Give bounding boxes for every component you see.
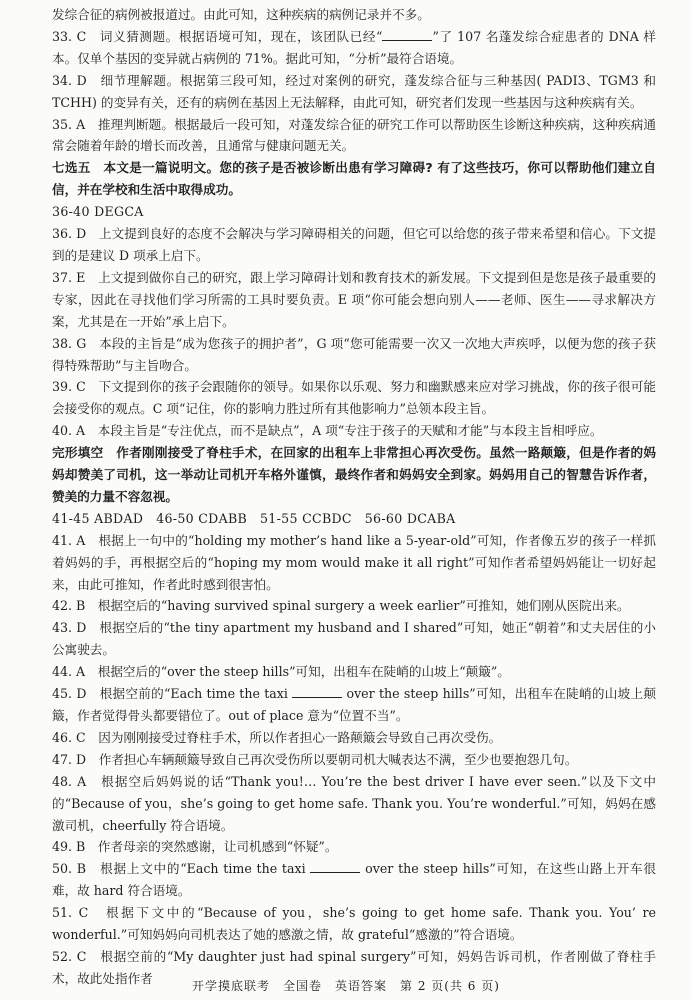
section-cloze: 完形填空 作者刚刚接受了脊柱手术，在回家的出租车上非常担心再次受伤。虽然一路颠簸，但是作者的妈妈却赞美了司机，这一举动让司机开车格外谨慎，最终作者和妈妈安全到家。妈妈用自己的智慧告诉作者，赞美的力量不容忽视。 [52,445,656,504]
answer-46: 46. C 因为刚刚接受过脊柱手术，所以作者担心一路颠簸会导致自己再次受伤。 [52,729,502,745]
answer-49: 49. B 作者母亲的突然感谢，让司机感到“怀疑”。 [52,839,338,855]
answer-40: 40. A 本段主旨是“专注优点，而不是缺点”，A 项“专注于孩子的天赋和才能”与本段主旨相呼应。 [52,423,603,439]
answer-51: 51. C 根据下文中的“Because of you，she’s going to get home safe. Thank you. You’ re wonderful.”可知妈妈向司机表达了她的感激之情，故 grateful“感激的”符合语境。 [52,905,656,943]
section-seven-choose-five: 七选五 本文是一篇说明文。您的孩子是否被诊断出患有学习障碍? 有了这些技巧，你可以帮助他们建立自信，并在学校和生活中取得成功。 [52,160,656,198]
paragraph-continued: 发综合征的病例被报道过。由此可知，这种疾病的病例记录并不多。 [52,7,430,22]
answer-50-text-b: over the steep hills”可知，在这些山路上开车很难，故 hard 符合语境。 [52,861,656,899]
fill-blank [292,685,342,698]
answer-key-36-40: 36-40 DEGCA [52,204,144,220]
answer-34: 34. D 细节理解题。根据第三段可知，经过对案例的研究，蓬发综合征与三种基因( PADI3、TGM3 和 TCHH) 的变异有关，还有的病例在基因上无法解释，由此可知，研究者们发现一些基因与这种疾病有关。 [52,72,656,110]
fill-blank [310,860,360,873]
answer-47: 47. D 作者担心车辆颠簸导致自己再次受伤所以要朝司机大喊表达不满，至少也要抱怨几句。 [52,751,578,767]
answer-45-text-b: over the steep hills”可知，出租车在陡峭的山坡上颠簸，作者觉得骨头都要错位了。out of place 意为“位置不当”。 [52,686,656,723]
answer-36: 36. D 上文提到良好的态度不会解决与学习障碍相关的问题，但它可以给您的孩子带来希望和信心。下文提到的是建议 D 项承上启下。 [52,226,656,263]
answer-38: 38. G 本段的主旨是“成为您孩子的拥护者”，G 项“您可能需要一次又一次地大声疾呼，以便为您的孩子获得特殊帮助”与主旨吻合。 [52,335,656,373]
fill-blank [382,28,432,41]
answer-43: 43. D 根据空后的“the tiny apartment my husband and I shared”可知，她正“朝着”和丈夫居住的小公寓驶去。 [52,620,656,658]
answer-37: 37. E 上文提到做你自己的研究，跟上学习障碍计划和教育技术的新发展。下文提到但是您是孩子最重要的专家，因此在寻找他们学习所需的工具时要负责。E 项“你可能会想向别人——老师、医生——寻求解决方案，尤其是在一开始”承上启下。 [52,269,656,329]
answer-44: 44. A 根据空后的“over the steep hills”可知，出租车在陡峭的山坡上“颠簸”。 [52,664,510,680]
answer-33-text-a: 33. C 词义猜测题。根据语境可知，现在，该团队已经“ [52,28,383,44]
answer-45 [52,683,656,727]
answer-50 [52,858,656,902]
page-footer: 开学摸底联考 全国卷 英语答案 第 2 页(共 6 页) [192,979,500,993]
answer-33-text-b: ”了 107 名蓬发综合症患者的 DNA 样本。仅单个基因的变异就占病例的 71%。据此可知，“分析”最符合语境。 [52,28,657,66]
answer-48: 48. A 根据空后妈妈说的话“Thank you!… You’re the best driver I have ever seen.”以及下文中的“Because of you，she’s going to get home safe. Thank you. You’re wonderful.”可知，妈妈在感激司机，cheerfully 符合语境。 [52,773,656,833]
answer-42: 42. B 根据空后的“having survived spinal surgery a week earlier”可推知，她们刚从医院出来。 [52,598,630,614]
answer-45-text-a: 45. D 根据空前的“Each time the taxi [52,686,293,702]
answer-33 [52,26,656,70]
answer-39: 39. C 下文提到你的孩子会跟随你的领导。如果你以乐观、努力和幽默感来应对学习挑战，你的孩子很可能会接受你的观点。C 项“记住，你的影响力胜过所有其他影响力”总领本段主旨。 [52,379,656,417]
answer-35: 35. A 推理判断题。根据最后一段可知，对蓬发综合征的研究工作可以帮助医生诊断这种疾病，这种疾病通常会随着年龄的增长而改善，且通常与健康问题无关。 [52,116,656,154]
answer-41: 41. A 根据上一句中的“holding my mother’s hand like a 5-year-old”可知，作者像五岁的孩子一样抓着妈妈的手，再根据空后的“hoping my mom would make it all right”可知作者希望妈妈能让一切好起来，由此可推知，作者此时感到很害怕。 [52,532,656,592]
answer-52: 52. C 根据空前的“My daughter just had spinal surgery”可知，妈妈告诉司机，作者刚做了脊柱手术，故此处指作者 [52,948,656,986]
answer-key-41-60: 41-45 ABDAD 46-50 CDABB 51-55 CCBDC 56-60 DCABA [52,510,456,526]
answer-50-text-a: 50. B 根据上文中的“Each time the taxi [52,861,311,877]
